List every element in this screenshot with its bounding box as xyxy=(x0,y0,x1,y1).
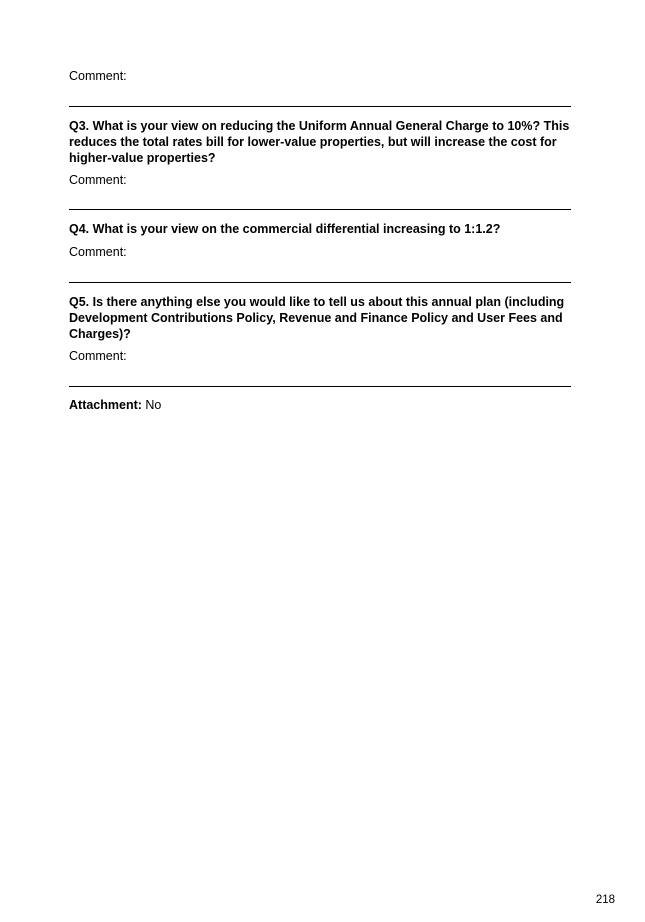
comment-label: Comment: xyxy=(69,245,127,259)
attachment-line xyxy=(69,398,571,413)
attachment-label: Attachment: xyxy=(69,398,142,412)
question-block-q5 xyxy=(69,294,571,342)
section-divider xyxy=(69,282,571,283)
attachment-block xyxy=(69,398,571,413)
page-number: 218 xyxy=(595,894,615,906)
attachment-value: No xyxy=(145,398,162,412)
question-q3: Q3. What is your view on reducing the Uniform Annual General Charge to 10%? This reduces the total rates bill for lower-value properties, but will increase the cost for higher-value properties? xyxy=(69,119,570,165)
comment-label: Comment: xyxy=(69,69,127,83)
question-q4: Q4. What is your view on the commercial differential increasing to 1:1.2? xyxy=(69,222,501,236)
comment-block-q2 xyxy=(69,69,571,84)
comment-label: Comment: xyxy=(69,349,127,363)
question-q5: Q5. Is there anything else you would like to tell us about this annual plan (including Development Contributions Policy, Revenue and Finance Policy and User Fees and Charges)? xyxy=(69,295,565,341)
question-block-q3 xyxy=(69,118,571,166)
section-divider xyxy=(69,106,571,107)
comment-block-q3 xyxy=(69,173,571,188)
section-divider xyxy=(69,386,571,387)
question-block-q4 xyxy=(69,221,571,237)
comment-block-q5 xyxy=(69,349,571,364)
section-divider xyxy=(69,209,571,210)
comment-block-q4 xyxy=(69,245,571,260)
comment-label: Comment: xyxy=(69,173,127,187)
